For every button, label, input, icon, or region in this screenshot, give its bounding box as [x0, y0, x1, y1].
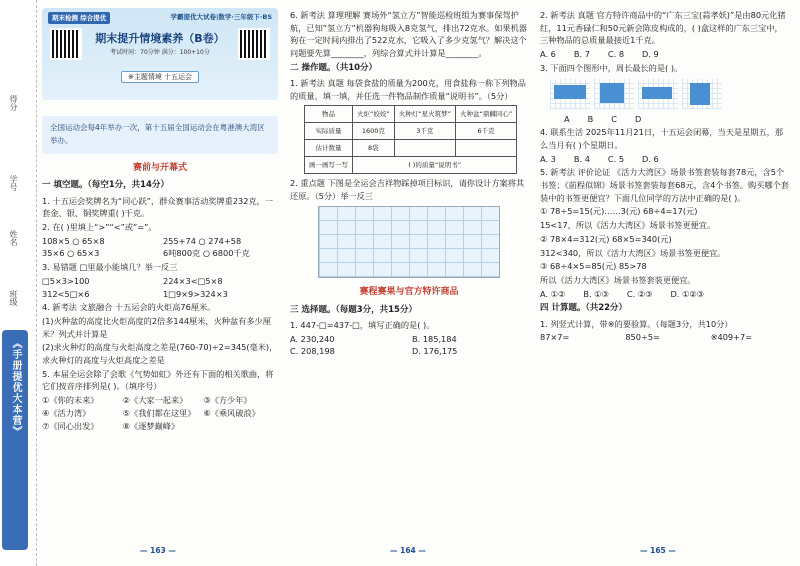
shape-c[interactable] — [638, 79, 678, 109]
table-header: 火种盆“鼎麟同心” — [456, 106, 517, 123]
question-2: 2. 在( )里填上“>”“<”或“=”。 — [42, 222, 157, 233]
choice-question-3: 3. 下面四个图形中，周长最长的是( )。 — [540, 62, 683, 73]
inequality-item: 224×3<□5×8 — [163, 275, 223, 286]
option[interactable]: C. 5 — [607, 153, 625, 164]
option[interactable]: C. ②③ — [626, 288, 653, 299]
choice-question-5: 5. 新考法 评价论证 《活力大湾区》场景书签套装每套78元，含5个书签；《前程似锦》场景书签套装每套68元，含4个书签。购买哪个套装中的书签更便宜？下面几位同学的方法中正确的是( )。 — [540, 167, 789, 203]
intro-text: 全国运动会每4年举办一次，第十五届全国运动会在粤港澳大湾区举办。 — [42, 116, 278, 154]
question-4: 4. 新考法 文旅融合 十五运会的火炬高76厘米。 — [42, 302, 216, 313]
margin-banner: 《手册提优大本营》 — [2, 330, 28, 550]
song-item: ③《方少年》 — [203, 395, 252, 406]
compare-item: 108×5 ○ 65×8 — [42, 235, 105, 246]
margin-label-number: 学号 — [9, 175, 18, 191]
table-cell-blank[interactable] — [456, 140, 517, 157]
table-cell-blank[interactable] — [394, 140, 455, 157]
shape-d[interactable] — [682, 79, 722, 109]
table-cell: 估计数量 — [305, 140, 353, 157]
question-5: 5. 本届全运会除了会歌《气势如虹》外还有下面的相关歌曲，将它们按音序排列是( )。（填序号） — [42, 368, 274, 392]
method-1-conclusion: 15<17，所以《活力大湾区》场景书签更便宜。 — [540, 220, 716, 231]
option[interactable]: A. 6 — [540, 49, 556, 60]
page-number: — 163 — — [140, 546, 176, 555]
margin-label-score: 得分 — [9, 95, 18, 111]
inequality-item: 312<5□×6 — [42, 288, 90, 299]
exam-header — [42, 8, 278, 100]
song-item: ④《活力湾》 — [42, 407, 91, 418]
section-choice: 三 选择题。（每题3分，共15分） — [290, 304, 417, 315]
song-item: ⑦《同心出发》 — [42, 420, 99, 431]
qr-code-icon[interactable] — [50, 28, 82, 60]
option[interactable]: D. ①②③ — [670, 288, 704, 299]
operation-question-2: 2. 重点题 下图是全运会吉祥物踩掉项目标识，请你设计方案将其还原。（5分）举一反三 — [290, 178, 525, 202]
header-right-tag: 学霸提优大试卷|数学·三年级下·BS — [170, 13, 272, 21]
theme-label: ※主题情境 十五运会 — [121, 71, 199, 83]
option[interactable]: A. 230,240 — [290, 333, 335, 344]
option[interactable]: C. 8 — [607, 49, 625, 60]
binding-margin — [0, 0, 37, 566]
weight-table — [304, 105, 517, 174]
question-4a: (1)火种盆的高度比火炬高度的2倍多144厘米，火种盆有多少厘米？列式并计算是 — [42, 315, 271, 339]
method-2: ② 78×4=312(元) 68×5=340(元) — [540, 233, 672, 244]
column-2 — [290, 8, 528, 358]
section-heading: 赛程赛果与官方特许商品 — [359, 286, 459, 297]
table-cell: 3千克 — [394, 123, 455, 140]
page-number: — 164 — — [390, 546, 426, 555]
grid-diagram — [318, 206, 500, 278]
compare-item: 6吨800克 ○ 6800千克 — [163, 248, 250, 259]
option[interactable]: A. 3 — [540, 153, 556, 164]
option[interactable]: A. ①② — [540, 288, 566, 299]
table-header: 物品 — [305, 106, 353, 123]
option[interactable]: B. 185,184 — [412, 333, 457, 344]
column-3 — [540, 8, 790, 344]
option[interactable]: D. 176,175 — [412, 346, 458, 357]
table-cell: 6千克 — [456, 123, 517, 140]
exam-title: 期末提升情境素养（B卷） — [95, 32, 225, 45]
shape-label: B — [587, 113, 594, 124]
question-1: 1. 十五运会奖牌名为“同心跃”，群众赛事活动奖牌重232克，一套金、银、铜奖牌重( )千克。 — [42, 195, 274, 219]
choice-question-2: 2. 新考法 真题 官方特许商品中的“广东三宝(蒜孝妖)”是由80元化猪红，11元香碌仁和50元新会陈皮构成的，( )盒这样的广东三宝中，三种物品的总质量最接近1千克。 — [540, 10, 786, 46]
method-2-conclusion: 312<340，所以《活力大湾区》场景书签更便宜。 — [540, 247, 726, 258]
song-item: ⑤《我们都在这里》 — [122, 407, 196, 418]
song-item: ②《大家一起来》 — [122, 395, 188, 406]
question-4b: (2)求火种灯的高度与火炬高度之差是(760-70)÷2=345(毫米)，求火种灯的高度与火炬高度之差是 — [42, 342, 278, 366]
method-3-conclusion: 所以《活力大湾区》场景书签套装更便宜。 — [540, 274, 696, 285]
compare-item: 35×6 ○ 65×3 — [42, 248, 100, 259]
table-cell: 1600克 — [353, 123, 395, 140]
margin-label-name: 姓名 — [9, 230, 18, 246]
option[interactable]: B. 4 — [573, 153, 590, 164]
table-cell: 画一画写一写 — [305, 157, 353, 174]
calc-item: ※409+7= — [710, 332, 753, 343]
section-heading: 赛前与开幕式 — [132, 162, 187, 173]
table-cell: 实际质量 — [305, 123, 353, 140]
option[interactable]: D. 6 — [642, 153, 659, 164]
table-cell[interactable]: ( )的质量“说明书” — [353, 157, 517, 174]
question-3: 3. 易错题 □里最小能填几？举一反三 — [42, 262, 178, 273]
column-1 — [42, 8, 278, 432]
option[interactable]: B. 7 — [573, 49, 590, 60]
shape-a[interactable] — [550, 79, 590, 109]
shape-label: A — [564, 113, 570, 124]
header-left-tag: 期末检测 综合提优 — [48, 12, 110, 24]
section-operation: 二 操作题。（共10分） — [290, 62, 378, 73]
page-number: — 165 — — [640, 546, 676, 555]
choice-question-4: 4. 联系生活 2025年11月21日，十五运会闭幕，当天是星期五，那么当月有( )个星期日。 — [540, 127, 784, 150]
exam-info: 考试时间：70分钟 满分：100+10分 — [110, 49, 210, 56]
table-cell: 8袋 — [353, 140, 395, 157]
shape-b[interactable] — [594, 79, 634, 109]
shape-label: D — [634, 113, 642, 124]
song-item: ①《你的未来》 — [42, 395, 99, 406]
question-6: 6. 新考法 算理理解 赛场外“氢立方”智能巡检班组为赛事保驾护航，已知“氢立方”机器狗每吸入8克氢气，排出72克水。如果机器狗在一定时间内排出了522克水，它吸入了多少克氢气？解决这个问题要先算________，列综合算式并计算是________。 — [290, 10, 527, 59]
option[interactable]: C. 208,198 — [290, 346, 335, 357]
section-calculation: 四 计算题。（共22分） — [540, 303, 628, 314]
inequality-item: □5×3>100 — [42, 275, 90, 286]
method-1: ① 78÷5=15(元)……3(元) 68÷4=17(元) — [540, 206, 698, 217]
song-item: ⑧《逐梦巅峰》 — [122, 420, 180, 431]
song-item: ⑥《乘风破浪》 — [203, 407, 260, 418]
qr-code-icon[interactable] — [238, 28, 270, 60]
calc-question-1: 1. 列竖式计算，带※的要验算。（每题3分，共10分） — [540, 318, 733, 329]
calc-item: 87×7= — [540, 332, 570, 343]
choice-question-1: 1. 447-□=437-□，填写正确的是( )。 — [290, 319, 435, 330]
shape-label: C — [611, 113, 617, 124]
option[interactable]: B. ①③ — [583, 288, 609, 299]
inequality-item: 1□9×9>324×3 — [163, 288, 228, 299]
method-3: ③ 68÷4×5=85(元) 85>78 — [540, 261, 647, 272]
section-fill-blank: 一 填空题。（每空1分，共14分） — [42, 180, 169, 191]
compare-item: 255+74 ○ 274+58 — [163, 235, 242, 246]
operation-question-1: 1. 新考法 真题 每袋食盐的质量为200克，用食盐称一称下列物品的质量，填一填，并任选一件物品制作质量“说明书”。（5分） — [290, 77, 526, 101]
table-header: 火种灯“星火筑梦” — [394, 106, 455, 123]
calc-item: 850÷5= — [625, 332, 660, 343]
margin-label-class: 班级 — [9, 290, 18, 306]
shape-options — [550, 79, 790, 109]
table-header: 火炬“姣姣” — [353, 106, 395, 123]
option[interactable]: D. 9 — [642, 49, 659, 60]
